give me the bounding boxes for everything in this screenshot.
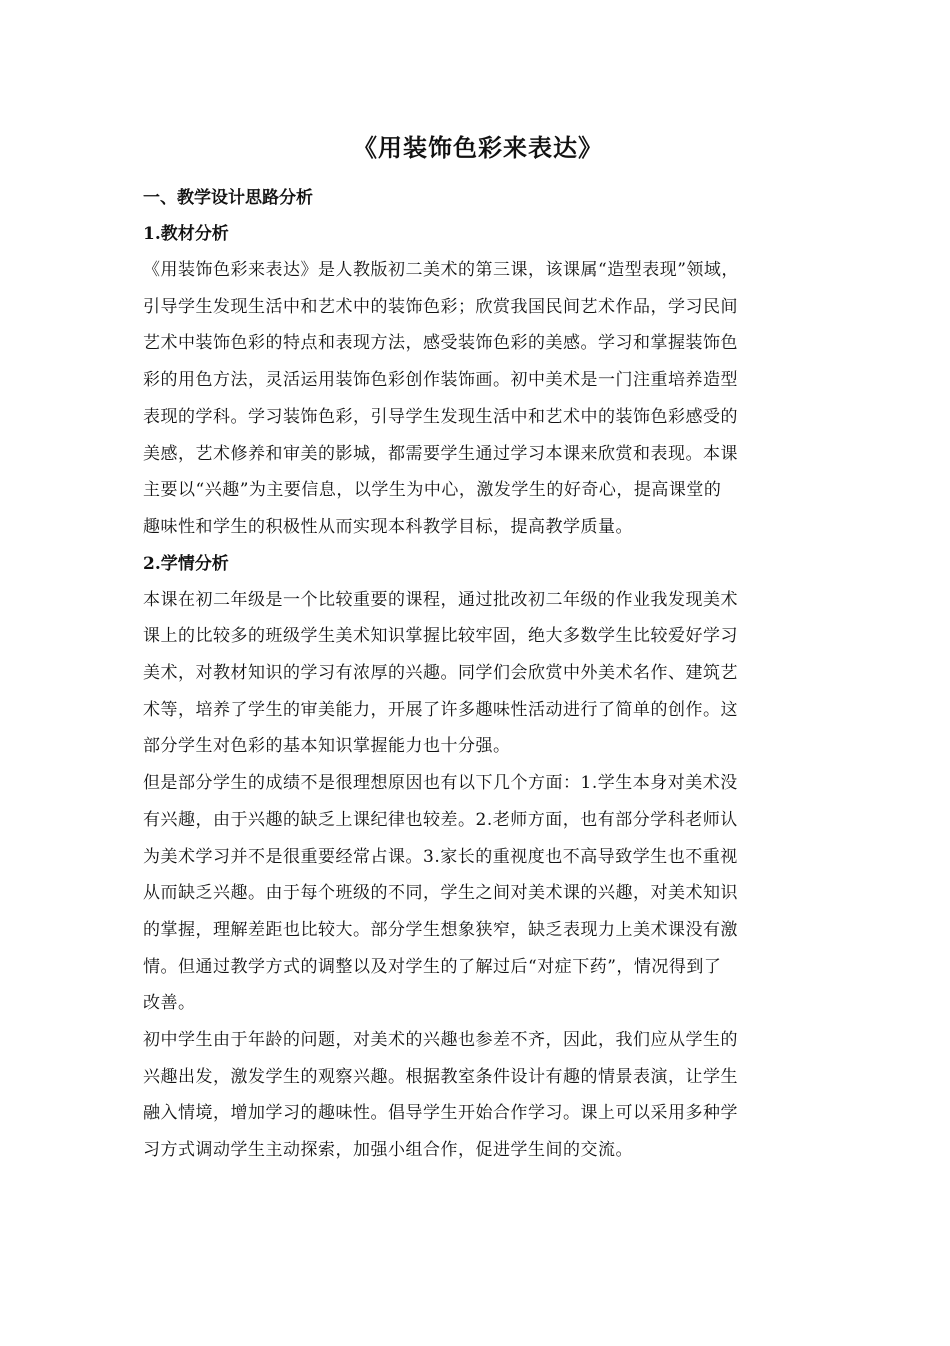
text-line: 术等，培养了学生的审美能力，开展了许多趣味性活动进行了简单的创作。这 (143, 699, 738, 720)
text-line: 兴趣出发，激发学生的观察兴趣。根据教室条件设计有趣的情景表演，让学生 (143, 1066, 738, 1087)
section-heading-design-analysis: 一、教学设计思路分析 (143, 188, 313, 208)
text-line: 课上的比较多的班级学生美术知识掌握比较牢固，绝大多数学生比较爱好学习 (143, 626, 738, 647)
text-line: 彩的用色方法，灵活运用装饰色彩创作装饰画。初中美术是一门注重培养造型 (143, 370, 738, 391)
text-line: 情。但通过教学方式的调整以及对学生的了解过后“对症下药”，情况得到了 (143, 956, 722, 977)
paragraph-student-analysis (143, 582, 813, 766)
text-line: 改善。 (143, 993, 196, 1014)
text-line: 有兴趣，由于兴趣的缺乏上课纪律也较差。2.老师方面，也有部分学科老师认 (143, 809, 738, 830)
text-line: 部分学生对色彩的基本知识掌握能力也十分强。 (143, 736, 511, 757)
text-line: 趣味性和学生的积极性从而实现本科教学目标，提高教学质量。 (143, 516, 633, 537)
paragraph-approach (143, 1022, 813, 1169)
text-line: 引导学生发现生活中和艺术中的装饰色彩；欣赏我国民间艺术作品，学习民间 (143, 296, 738, 317)
text-line: 艺术中装饰色彩的特点和表现方法，感受装饰色彩的美感。学习和掌握装饰色 (143, 333, 738, 354)
text-line: 的掌握，理解差距也比较大。部分学生想象狭窄，缺乏表现力上美术课没有激 (143, 919, 738, 940)
text-line: 从而缺乏兴趣。由于每个班级的不同，学生之间对美术课的兴趣，对美术知识 (143, 883, 738, 904)
paragraph-textbook-analysis (143, 252, 813, 546)
text-line: 初中学生由于年龄的问题，对美术的兴趣也参差不齐，因此，我们应从学生的 (143, 1030, 738, 1051)
text-line: 习方式调动学生主动探索，加强小组合作，促进学生间的交流。 (143, 1140, 633, 1161)
text-line: 主要以“兴趣”为主要信息，以学生为中心，激发学生的好奇心，提高课堂的 (143, 480, 722, 501)
text-line: 本课在初二年级是一个比较重要的课程，通过批改初二年级的作业我发现美术 (143, 589, 738, 610)
text-line: 表现的学科。学习装饰色彩，引导学生发现生活中和艺术中的装饰色彩感受的 (143, 406, 738, 427)
text-line: 为美术学习并不是很重要经常占课。3.家长的重视度也不高导致学生也不重视 (143, 846, 738, 867)
document-page (143, 128, 813, 1169)
subheading-student-analysis: 2.学情分析 (143, 553, 229, 574)
text-line: 美感，艺术修养和审美的影城，都需要学生通过学习本课来欣赏和表现。本课 (143, 443, 738, 464)
text-line: 融入情境，增加学习的趣味性。倡导学生开始合作学习。课上可以采用多种学 (143, 1103, 738, 1124)
text-line: 但是部分学生的成绩不是很理想原因也有以下几个方面：1.学生本身对美术没 (143, 773, 738, 794)
subheading-textbook-analysis: 1.教材分析 (143, 224, 229, 244)
text-line: 《用装饰色彩来表达》是人教版初二美术的第三课，该课属“造型表现”领域， (143, 260, 739, 280)
document-title: 《用装饰色彩来表达》 (353, 133, 603, 162)
paragraph-problems (143, 765, 813, 1022)
text-line: 美术，对教材知识的学习有浓厚的兴趣。同学们会欣赏中外美术名作、建筑艺 (143, 663, 738, 684)
